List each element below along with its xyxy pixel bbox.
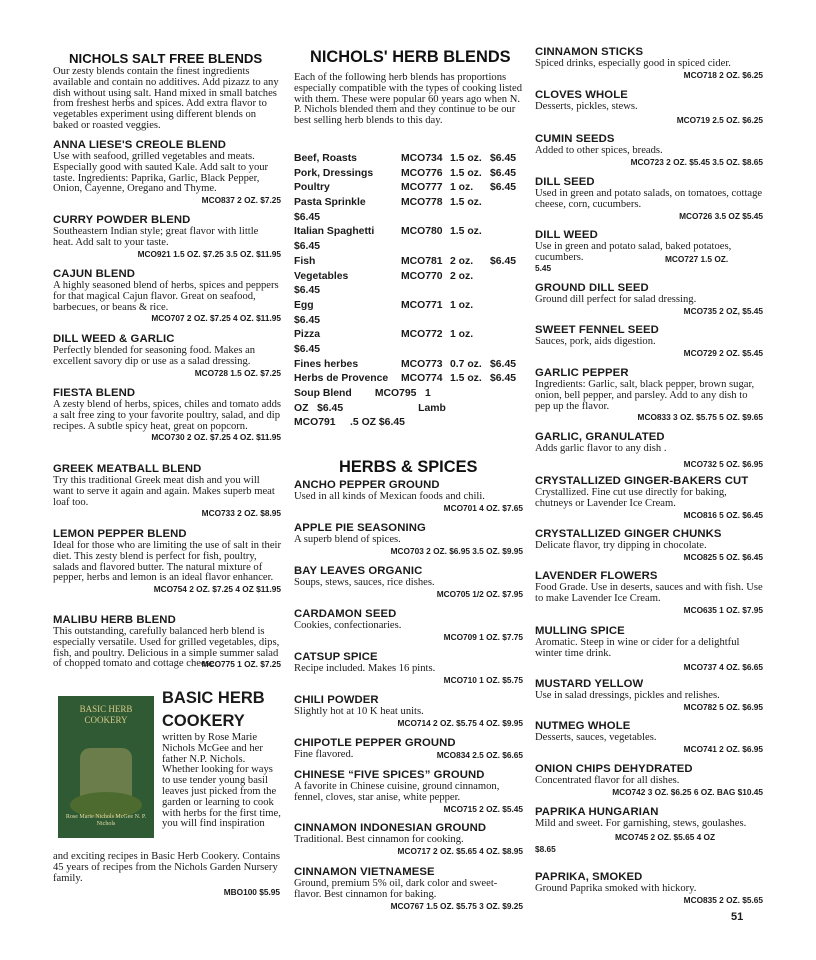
blend-code: MCO781: [401, 255, 443, 267]
list-item: [535, 176, 763, 222]
blend-name: Fines herbes: [294, 358, 359, 370]
item-price: MCO718 2 OZ. $6.25: [683, 69, 763, 80]
list-item: [535, 282, 763, 317]
item-price: MCO835 2 OZ. $5.65: [683, 894, 763, 905]
item-name: GROUND DILL SEED: [535, 282, 649, 294]
item-name: ANNA LIESE'S CREOLE BLEND: [53, 139, 226, 151]
blend-size: 0.7 oz.: [450, 358, 482, 370]
blend-price: $6.45: [490, 182, 517, 194]
item-desc: Use in green and potato salad, baked potatoes, cucumbers.: [535, 241, 732, 263]
item-desc: Ground, premium 5% oil, dark color and sweet-flavor. Best cinnamon for baking.: [294, 878, 498, 900]
blend-price: $6.45: [294, 241, 321, 253]
item-name: BAY LEAVES ORGANIC: [294, 565, 423, 577]
book-cover-authors: Rose Marie Nichols McGee N. P. Nichols: [65, 814, 147, 827]
item-name: SWEET FENNEL SEED: [535, 324, 659, 336]
item-price: MCO741 2 OZ. $6.95: [683, 743, 763, 754]
list-item: [535, 806, 763, 855]
item-desc: Cookies, confectionaries.: [294, 620, 402, 631]
blend-size: 1.5 oz.: [450, 373, 482, 385]
blend-price: $6.45: [490, 255, 517, 267]
item-price: MCO709 1 OZ. $7.75: [443, 631, 523, 642]
blend-row-wrap: [294, 240, 523, 255]
item-desc: Sauces, pork, aids digestion.: [535, 336, 656, 347]
book-cover-image: [58, 696, 154, 838]
item-name: MUSTARD YELLOW: [535, 678, 644, 690]
list-item: [53, 387, 281, 443]
item-desc: A superb blend of spices.: [294, 534, 401, 545]
blend-row-wrap: [294, 314, 523, 329]
item-desc: Added to other spices, breads.: [535, 145, 663, 156]
item-desc: A highly seasoned blend of herbs, spices and peppers for that magical Cajun flavor. Great on seafood, barbecues, or beans & rice.: [53, 280, 279, 313]
item-name: MULLING SPICE: [535, 625, 625, 637]
blend-row: [294, 225, 523, 240]
item-desc: This outstanding, carefully balanced herb blend is especially versatile. Used for grilled vegetables, dips, fish, and poultry. Delicious in a simple summer salad of chopped tomato and cottage cheese.: [53, 626, 280, 670]
item-price: MCO834 2.5 OZ. $6.65: [436, 749, 523, 760]
item-price: MCO833 3 OZ. $5.75 5 OZ. $9.65: [637, 412, 763, 423]
blend-price: $6.45: [294, 285, 321, 297]
item-name: CHILI POWDER: [294, 694, 379, 706]
item-name: DILL WEED: [535, 229, 598, 241]
blend-code: MCO778: [401, 197, 443, 209]
blend-size: 1 oz.: [450, 299, 474, 311]
item-price: MCO707 2 OZ. $7.25 4 OZ. $11.95: [151, 313, 281, 324]
item-desc: Mild and sweet. For garnishing, stews, goulashes.: [535, 818, 747, 829]
blend-row-wrap: [294, 284, 523, 299]
blend-size: 1.5 oz.: [450, 167, 482, 179]
list-item: [53, 139, 281, 206]
item-name: MALIBU HERB BLEND: [53, 614, 176, 626]
item-desc: Spiced drinks, especially good in spiced cider.: [535, 58, 731, 69]
blend-size: 1 oz.: [450, 329, 474, 341]
item-desc: Traditional. Best cinnamon for cooking.: [294, 834, 464, 845]
list-item: [535, 229, 763, 274]
blend-price: $6.45: [490, 167, 517, 179]
blend-price: $6.45: [294, 211, 321, 223]
item-price: MCO732 5 OZ. $6.95: [683, 458, 763, 469]
item-name: CINNAMON STICKS: [535, 46, 644, 58]
item-price: MCO733 2 OZ. $8.95: [201, 508, 281, 519]
item-desc: Try this traditional Greek meat dish and you will want to serve it again and again. Makes superb meat loaf too.: [53, 475, 275, 508]
blend-row: [294, 328, 523, 343]
herb-blends-table: [294, 152, 523, 431]
book-desc-wide: and exciting recipes in Basic Herb Cookery. Contains 45 years of recipes from the Nichols Garden Nursery family.: [53, 851, 281, 884]
list-item: [53, 214, 281, 260]
blend-code: MCO770: [401, 270, 443, 282]
item-name: ONION CHIPS DEHYDRATED: [535, 763, 693, 775]
blend-price: $6.45: [490, 358, 517, 370]
item-desc: Fine flavored.: [294, 749, 354, 760]
list-item: [294, 769, 523, 815]
item-desc: Ingredients: Garlic, salt, black pepper, brown sugar, onion, bell pepper, and parsley. Add to any dish to pep up the flavor.: [535, 379, 755, 412]
item-name: CAJUN BLEND: [53, 268, 136, 280]
item-name: FIESTA BLEND: [53, 387, 136, 399]
blend-soup-lamb-line: Soup Blend MCO795 1: [294, 388, 431, 399]
item-price: MCO837 2 OZ. $7.25: [201, 195, 281, 206]
page-number: 51: [731, 911, 744, 923]
blend-size: 1 oz.: [450, 182, 474, 194]
blend-row: [294, 152, 523, 167]
item-desc: Soups, stews, sauces, rice dishes.: [294, 577, 435, 588]
item-price: MCO742 3 OZ. $6.25 6 OZ. BAG $10.45: [612, 786, 763, 797]
list-item: [535, 528, 763, 563]
list-item: [53, 528, 281, 595]
item-price: MCO737 4 OZ. $6.65: [683, 661, 763, 672]
item-desc: Adds garlic flavor to any dish .: [535, 443, 667, 454]
blend-code: MCO774: [401, 373, 443, 385]
item-name: LEMON PEPPER BLEND: [53, 528, 187, 540]
blend-row: [294, 299, 523, 314]
item-price: MCO921 1.5 OZ. $7.25 3.5 OZ. $11.95: [137, 248, 281, 259]
list-item: [294, 565, 523, 600]
item-name: CINNAMON INDONESIAN GROUND: [294, 822, 487, 834]
item-price: MCO745 2 OZ. $5.65 4 OZ: [615, 831, 716, 842]
list-item: [294, 608, 523, 643]
item-name: PAPRIKA, SMOKED: [535, 871, 643, 883]
blend-soup-lamb-line: OZ $6.45 Lamb: [294, 402, 446, 414]
item-name: GARLIC, GRANULATED: [535, 431, 665, 443]
list-item: [535, 720, 763, 755]
item-name: NUTMEG WHOLE: [535, 720, 631, 732]
item-name: GREEK MEATBALL BLEND: [53, 463, 202, 475]
list-item: [53, 614, 281, 670]
blend-name: Herbs de Provence: [294, 373, 389, 385]
item-name: CARDAMON SEED: [294, 608, 397, 620]
item-desc: Used in green and potato salads, on tomatoes, cottage cheese, corn, cucumbers.: [535, 188, 763, 210]
item-name: CUMIN SEEDS: [535, 133, 615, 145]
blend-row: [294, 181, 523, 196]
item-desc: Desserts, sauces, vegetables.: [535, 732, 657, 743]
blend-name: Fish: [294, 255, 316, 267]
list-item: [535, 678, 763, 713]
item-desc: Desserts, pickles, stews.: [535, 101, 638, 112]
herb-blends-intro: Each of the following herb blends has proportions especially compatible with the types of cooking listed with them. These were popular 60 years ago when N. P. Nichols blended them and they continue to be our best selling herb blends to this day.: [294, 72, 523, 127]
list-item: [53, 333, 281, 379]
blend-name: Pork, Dressings: [294, 167, 374, 179]
item-price: MCO735 2 OZ, $5.45: [683, 305, 763, 316]
blend-price: $6.45: [490, 373, 517, 385]
item-name: CLOVES WHOLE: [535, 89, 628, 101]
item-name: CRYSTALLIZED GINGER CHUNKS: [535, 528, 722, 540]
blend-code: MCO734: [401, 153, 443, 164]
list-item: [294, 522, 523, 557]
list-item: [53, 463, 281, 519]
item-name: LAVENDER FLOWERS: [535, 570, 658, 582]
item-name: CHIPOTLE PEPPER GROUND: [294, 737, 456, 749]
blend-code: MCO771: [401, 299, 443, 311]
item-price: MCO703 2 OZ. $6.95 3.5 OZ. $9.95: [390, 545, 523, 556]
book-cover-title: BASIC HERB COOKERY: [79, 704, 133, 725]
list-item: [535, 133, 763, 168]
item-price: MCO717 2 OZ. $5.65 4 OZ. $8.95: [397, 845, 523, 856]
item-price: MCO726 3.5 OZ $5.45: [679, 210, 763, 221]
list-item: [535, 324, 763, 359]
list-item: [294, 822, 523, 857]
item-price: MCO727 1.5 OZ.: [665, 253, 729, 264]
blend-name: Vegetables: [294, 270, 349, 282]
blend-price: $6.45: [294, 343, 321, 355]
item-desc: Ideal for those who are limiting the use of salt in their diet. This zesty blend is perfect for fish, poultry, salads and flavored butter. The natural mixture of pepper, herbs and lemon is an ideal flavor enhancer.: [53, 540, 281, 584]
herbs-spices-heading: HERBS & SPICES: [339, 458, 478, 476]
item-name: APPLE PIE SEASONING: [294, 522, 426, 534]
item-desc: Aromatic. Steep in wine or cider for a delightful winter time drink.: [535, 637, 740, 659]
item-price: MCO729 2 OZ. $5.45: [683, 347, 763, 358]
item-price: MCO728 1.5 OZ. $7.25: [194, 367, 281, 378]
item-name: CHINESE “FIVE SPICES” GROUND: [294, 769, 485, 781]
item-name: ANCHO PEPPER GROUND: [294, 479, 440, 491]
list-item: [535, 763, 763, 798]
blend-row: [294, 270, 523, 285]
item-desc: Ground dill perfect for salad dressing.: [535, 294, 697, 305]
blend-size: 2 oz.: [450, 255, 474, 267]
item-name: DILL WEED & GARLIC: [53, 333, 175, 345]
item-price-wrap: 5.45: [535, 262, 552, 273]
herb-blends-heading: NICHOLS' HERB BLENDS: [310, 48, 511, 66]
blend-row-wrap: [294, 343, 523, 358]
item-name: GARLIC PEPPER: [535, 367, 629, 379]
blend-name: Italian Spaghetti: [294, 226, 375, 238]
blend-row: [294, 167, 523, 182]
blend-code: MCO777: [401, 182, 443, 194]
item-desc: Use in salad dressings, pickles and relishes.: [535, 690, 720, 701]
blend-row: [294, 196, 523, 211]
item-desc: Used in all kinds of Mexican foods and chili.: [294, 491, 485, 502]
item-price: MCO715 2 OZ. $5.45: [443, 803, 523, 814]
item-desc: Slightly hot at 10 K heat units.: [294, 706, 424, 717]
blend-code: MCO776: [401, 167, 443, 179]
salt-free-heading: NICHOLS SALT FREE BLENDS: [69, 51, 263, 66]
blend-name: Poultry: [294, 182, 330, 194]
list-item: [535, 431, 763, 470]
item-price: MCO775 1 OZ. $7.25: [201, 659, 281, 670]
blend-row: [294, 255, 523, 270]
item-desc: Delicate flavor, try dipping in chocolate.: [535, 540, 707, 551]
list-item: [535, 475, 763, 521]
item-price-wrap: $8.65: [535, 843, 556, 854]
list-item: [294, 737, 523, 761]
blend-code: MCO772: [401, 329, 443, 341]
blend-price: $6.45: [490, 153, 517, 164]
item-price: MCO710 1 OZ. $5.75: [443, 674, 523, 685]
blend-row: [294, 372, 523, 387]
item-desc: Recipe included. Makes 16 pints.: [294, 663, 436, 674]
item-price: MCO767 1.5 OZ. $5.75 3 OZ. $9.25: [390, 900, 523, 911]
item-price: MCO714 2 OZ. $5.75 4 OZ. $9.95: [397, 717, 523, 728]
blend-price: $6.45: [294, 314, 321, 326]
item-price: MCO825 5 OZ. $6.45: [683, 551, 763, 562]
item-desc: Food Grade. Use in deserts, sauces and with fish. Use to make Lavender Ice Cream.: [535, 582, 763, 604]
blend-size: 1.5 oz.: [450, 153, 482, 164]
item-desc: Perfectly blended for seasoning food. Makes an excellent savory dip or use as a salad dressing.: [53, 345, 256, 367]
blend-soup-lamb-line: MCO791 .5 OZ $6.45: [294, 417, 405, 429]
blend-size: 1.5 oz.: [450, 226, 482, 238]
item-price: MCO816 5 OZ. $6.45: [683, 509, 763, 520]
list-item: [535, 625, 763, 673]
blend-name: Egg: [294, 299, 314, 311]
item-desc: A favorite in Chinese cuisine, ground cinnamon, fennel, cloves, star anise, white pepper.: [294, 781, 500, 803]
list-item: [53, 268, 281, 324]
blend-size: 2 oz.: [450, 270, 474, 282]
item-price: MCO723 2 OZ. $5.45 3.5 OZ. $8.65: [630, 156, 763, 167]
item-desc: A zesty blend of herbs, spices, chiles and tomato adds a salt free zing to your favorite poultry, salad, and dip recipes. A subtle spicy heat, great on popcorn.: [53, 399, 282, 432]
list-item: [535, 871, 763, 906]
item-name: DILL SEED: [535, 176, 595, 188]
item-price: MCO701 4 OZ. $7.65: [443, 502, 523, 513]
blend-code: MCO780: [401, 226, 443, 238]
item-name: PAPRIKA HUNGARIAN: [535, 806, 659, 818]
item-price: MCO782 5 OZ. $6.95: [683, 701, 763, 712]
item-price: MCO705 1/2 OZ. $7.95: [436, 588, 523, 599]
item-desc: Crystallized. Fine cut use directly for baking, chutneys or Lavender Ice Cream.: [535, 487, 727, 509]
item-desc: Southeastern Indian style; great flavor with little heat. Add salt to your taste.: [53, 226, 259, 248]
list-item: [294, 651, 523, 686]
item-desc: Concentrated flavor for all dishes.: [535, 775, 680, 786]
item-price: MCO719 2.5 OZ. $6.25: [676, 114, 763, 125]
item-name: CRYSTALLIZED GINGER-BAKERS CUT: [535, 475, 749, 487]
list-item: [535, 46, 763, 81]
book-price: MBO100 $5.95: [223, 887, 280, 897]
list-item: [294, 479, 523, 514]
item-desc: Ground Paprika smoked with hickory.: [535, 883, 697, 894]
list-item: [294, 866, 523, 912]
blend-row-wrap: [294, 211, 523, 226]
salt-free-intro: Our zesty blends contain the finest ingredients available and contain no additives. Add pizazz to any dish without using salt. Hand mixed in small batches from freshest herbs and spices. Add extra flavor to vegetables experiment using different blends on baked or roasted veggies.: [53, 66, 279, 131]
item-name: CATSUP SPICE: [294, 651, 378, 663]
item-price: MCO730 2 OZ. $7.25 4 OZ. $11.95: [151, 432, 281, 443]
blend-size: 1.5 oz.: [450, 197, 482, 209]
blend-row: [294, 358, 523, 373]
item-price: MCO635 1 OZ. $7.95: [683, 604, 763, 615]
blend-name: Pasta Sprinkle: [294, 197, 366, 209]
item-desc: Use with seafood, grilled vegetables and meats. Especially good with sauted Kale. Add salt to your taste. Ingredients: Paprika, Garlic, Black Pepper, Onion, Cayenne, Oregano and Thyme.: [53, 151, 269, 195]
book-desc-narrow: written by Rose Marie Nichols McGee and her father N.P. Nichols. Whether looking for ways to use tender young basil leaves just picked from the garden or learning to cook with herbs for the first time, you will find inspiration: [162, 732, 281, 830]
list-item: [535, 570, 763, 616]
list-item: [294, 694, 523, 729]
list-item: [535, 367, 763, 423]
blend-name: Pizza: [294, 329, 320, 341]
item-name: CINNAMON VIETNAMESE: [294, 866, 435, 878]
blend-name: Beef, Roasts: [294, 153, 357, 164]
item-price: MCO754 2 OZ. $7.25 4 OZ $11.95: [153, 584, 281, 595]
list-item: [535, 89, 763, 126]
book-title: BASIC HERB COOKERY: [162, 689, 265, 730]
item-name: CURRY POWDER BLEND: [53, 214, 191, 226]
blend-code: MCO773: [401, 358, 443, 370]
